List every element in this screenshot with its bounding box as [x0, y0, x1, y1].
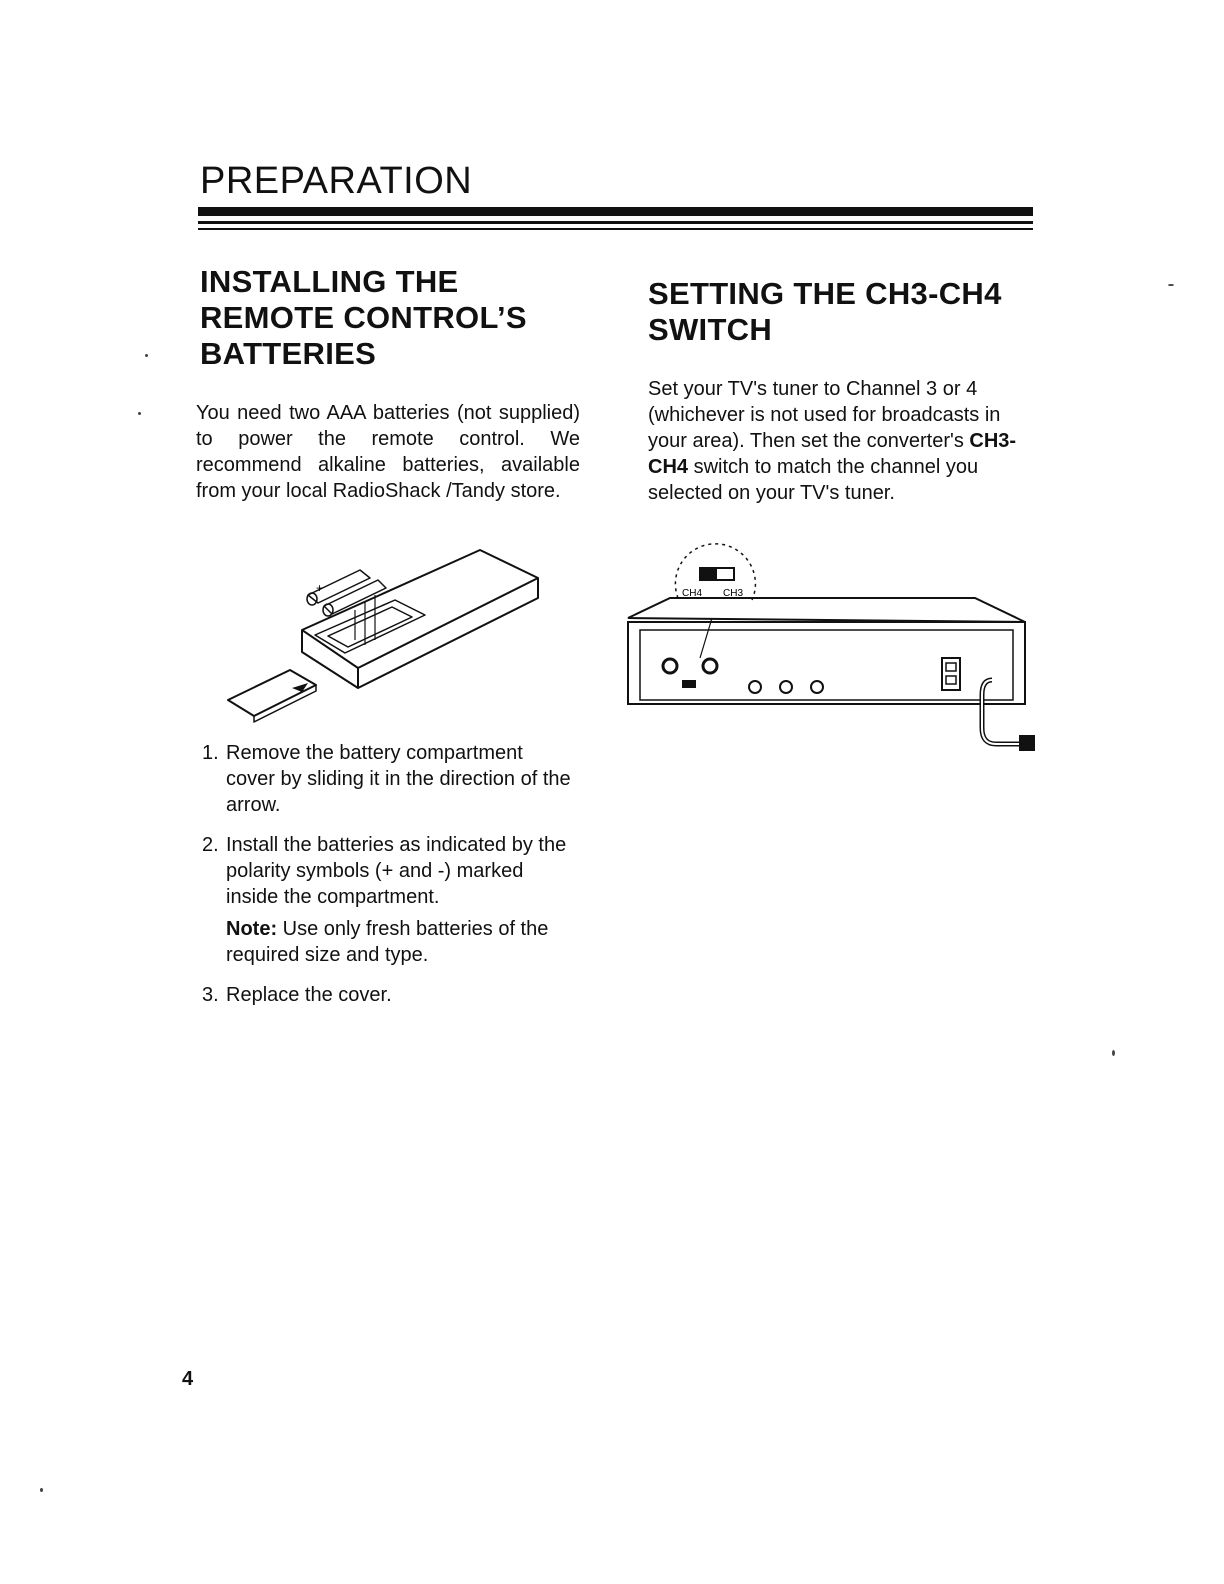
step-number: 2. — [202, 834, 219, 856]
converter-rear-panel-illustration — [620, 530, 1040, 770]
note-label: Note: — [226, 918, 278, 940]
header-rule-thin-lower — [198, 228, 1033, 230]
scan-speck — [138, 412, 141, 415]
ch3-label: CH3 — [723, 588, 744, 599]
ch-switch-section-heading: SETTING THE CH3-CH4 SWITCH — [648, 276, 1002, 347]
step-text: Install the batteries as indicated by the polarity symbols (+ and -) marked inside the compartment. — [226, 834, 567, 908]
header-rule-thin — [198, 221, 1033, 224]
scan-speck — [1112, 1050, 1115, 1056]
step-number: 3. — [202, 984, 219, 1006]
page-number: 4 — [182, 1368, 194, 1390]
battery-plus-symbol: + — [316, 581, 324, 595]
intro-bold-switch-name: CH3-CH4 — [648, 430, 1017, 478]
scan-speck — [40, 1488, 43, 1492]
step-text: Remove the battery compartment cover by sliding it in the direction of the arrow. — [226, 742, 571, 816]
header-rule-thick — [198, 207, 1033, 216]
battery-intro-paragraph: You need two AAA batteries (not supplied) to power the remote control. We recommend alkaline batteries, available from your local RadioShack /Tandy store. — [196, 402, 580, 502]
remote-battery-illustration — [220, 540, 550, 730]
step-item — [196, 982, 576, 1008]
step-text: Replace the cover. — [226, 984, 392, 1006]
ch-switch-intro-paragraph — [648, 376, 1033, 506]
ch4-label: CH4 — [682, 588, 703, 599]
scan-speck — [1168, 284, 1174, 286]
note-text: Use only fresh batteries of the required size and type. — [226, 918, 549, 966]
step-item — [196, 740, 576, 818]
step-item — [196, 832, 576, 968]
intro-text-part1: Set your TV's tuner to Channel 3 or 4 (whichever is not used for broadcasts in your area). Then set the converter's — [648, 378, 1001, 452]
page-title: PREPARATION — [200, 160, 473, 202]
battery-section-heading: INSTALLING THE REMOTE CONTROL’S BATTERIES — [200, 264, 527, 371]
battery-note — [226, 916, 576, 968]
scan-speck — [145, 354, 148, 357]
intro-text-part2: switch to match the channel you selected on your TV's tuner. — [648, 456, 979, 504]
panel-switch-icon — [682, 680, 696, 688]
step-number: 1. — [202, 742, 219, 764]
battery-steps-list — [196, 740, 576, 1022]
